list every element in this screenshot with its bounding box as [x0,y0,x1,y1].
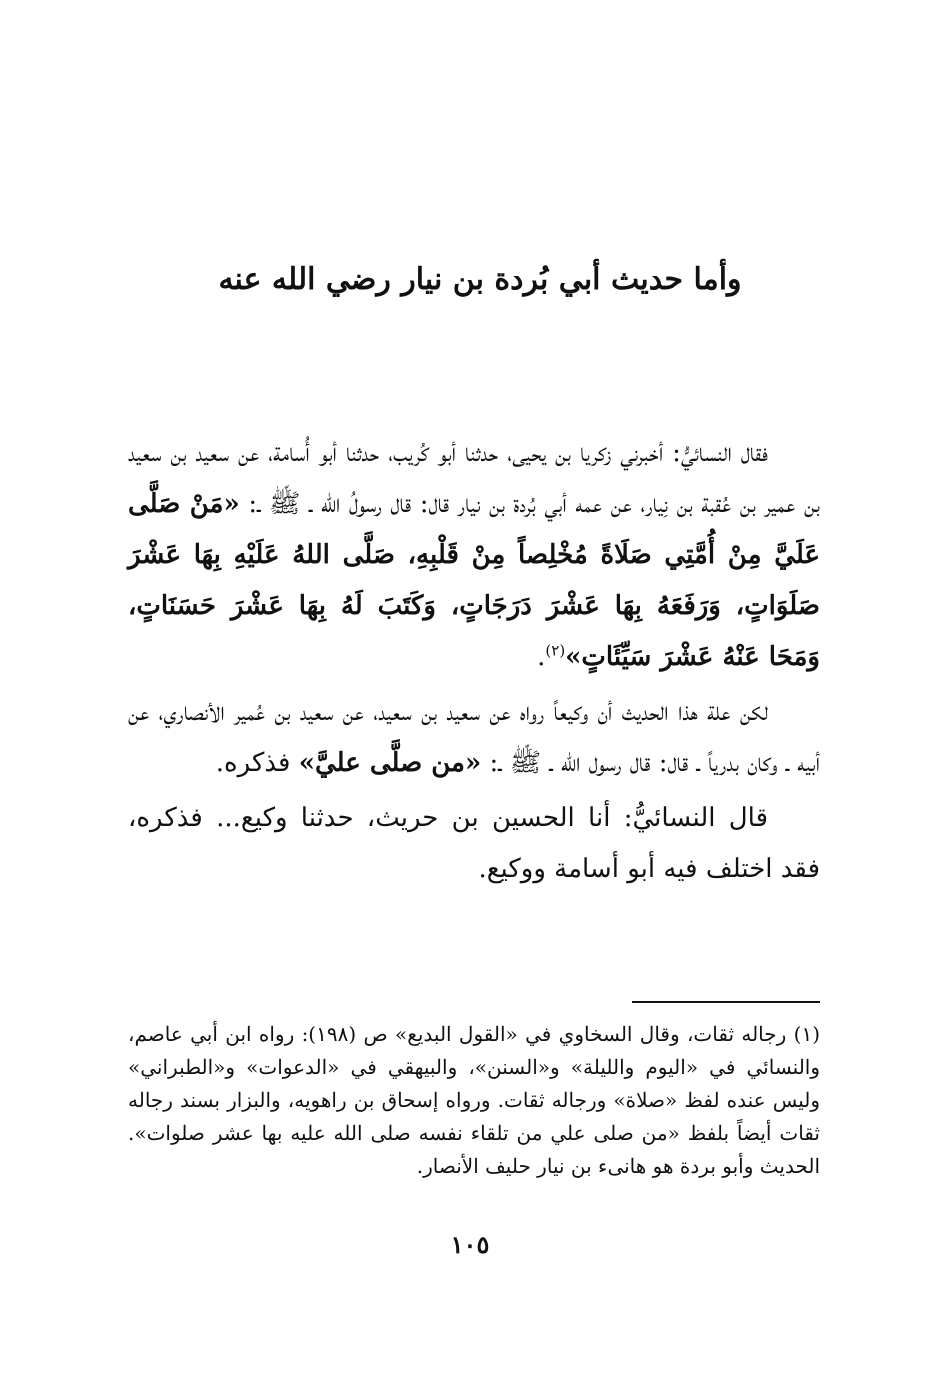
page-number: ١٠٥ [450,1230,490,1259]
hadith-quote-2: «من صلَّى عليَّ» [298,748,482,778]
footnotes [128,1018,820,1183]
paragraph-2-intro: لكن علة هذا الحديث أن وكيعاً رواه عن سعيد بن سعيد، عن سعيد بن عُمير الأنصاري، عن أبيه ـ وكان بدرياً ـ قال: قال رسول الله ـ ﷺ ـ: [128,697,820,778]
footnote-text: رجاله ثقات، وقال السخاوي في «القول البديع» ص (١٩٨): رواه ابن أبي عاصم، والنسائي في «اليوم والليلة» و«السنن»، والبيهقي في «الدعوات» و«الطبراني» وليس عنده لفظ «صلاة» ورجاله ثقات. ورواه إسحاق بن راهويه، والبزار بسند رجاله ثقات أيضاً بلفظ «من صلى علي من تلقاء نفسه صلى الله عليه بها عشر صلوات». الحديث وأبو بردة هو هانىء بن نيار حليف الأنصار. [128,1022,820,1178]
paragraph-3: قال النسائيُّ: أنا الحسين بن حريث، حدثنا وكيع... فذكره، فقد اختلف فيه أبو أسامة ووكيع. [128,803,820,884]
paragraph-2 [128,687,820,789]
hadith-quote-1: «مَنْ صَلَّى عَلَيَّ مِنْ أُمَّتِي صَلَاةً مُخْلِصاً مِنْ قَلْبِهِ، صَلَّى اللهُ عَلَيْهِ بِهَا عَشْرَ صَلَوَاتٍ، وَرَفَعَهُ بِهَا عَشْرَ دَرَجَاتٍ، وَكَتَبَ لَهُ بِهَا عَشْرَ حَسَنَاتٍ، وَمَحَا عَنْهُ عَشْرَ سَيِّئَاتٍ» [128,489,820,672]
section-heading: وأما حديث أبي بُردة بن نيار رضي الله عنه [218,262,742,297]
paragraph-1 [128,428,820,683]
paragraph-1-end: . [537,642,546,672]
footnote-separator [632,1001,820,1003]
paragraph-2-end: فذكره. [215,748,299,778]
footnote-marker: (١) [793,1022,820,1046]
main-text [128,428,820,899]
footnote-reference: (٢) [545,641,566,660]
paragraph-1-intro: فقال النسائيُّ: أخبرني زكريا بن يحيى، حدثنا أبو كُريب، حدثنا أبو أُسامة، عن سعيد بن سعيد بن عمير بن عُقبة بن نِيار، عن عمه أبي بُردة بن نيار قال: قال رسولُ الله ـ ﷺ ـ: [128,438,820,519]
